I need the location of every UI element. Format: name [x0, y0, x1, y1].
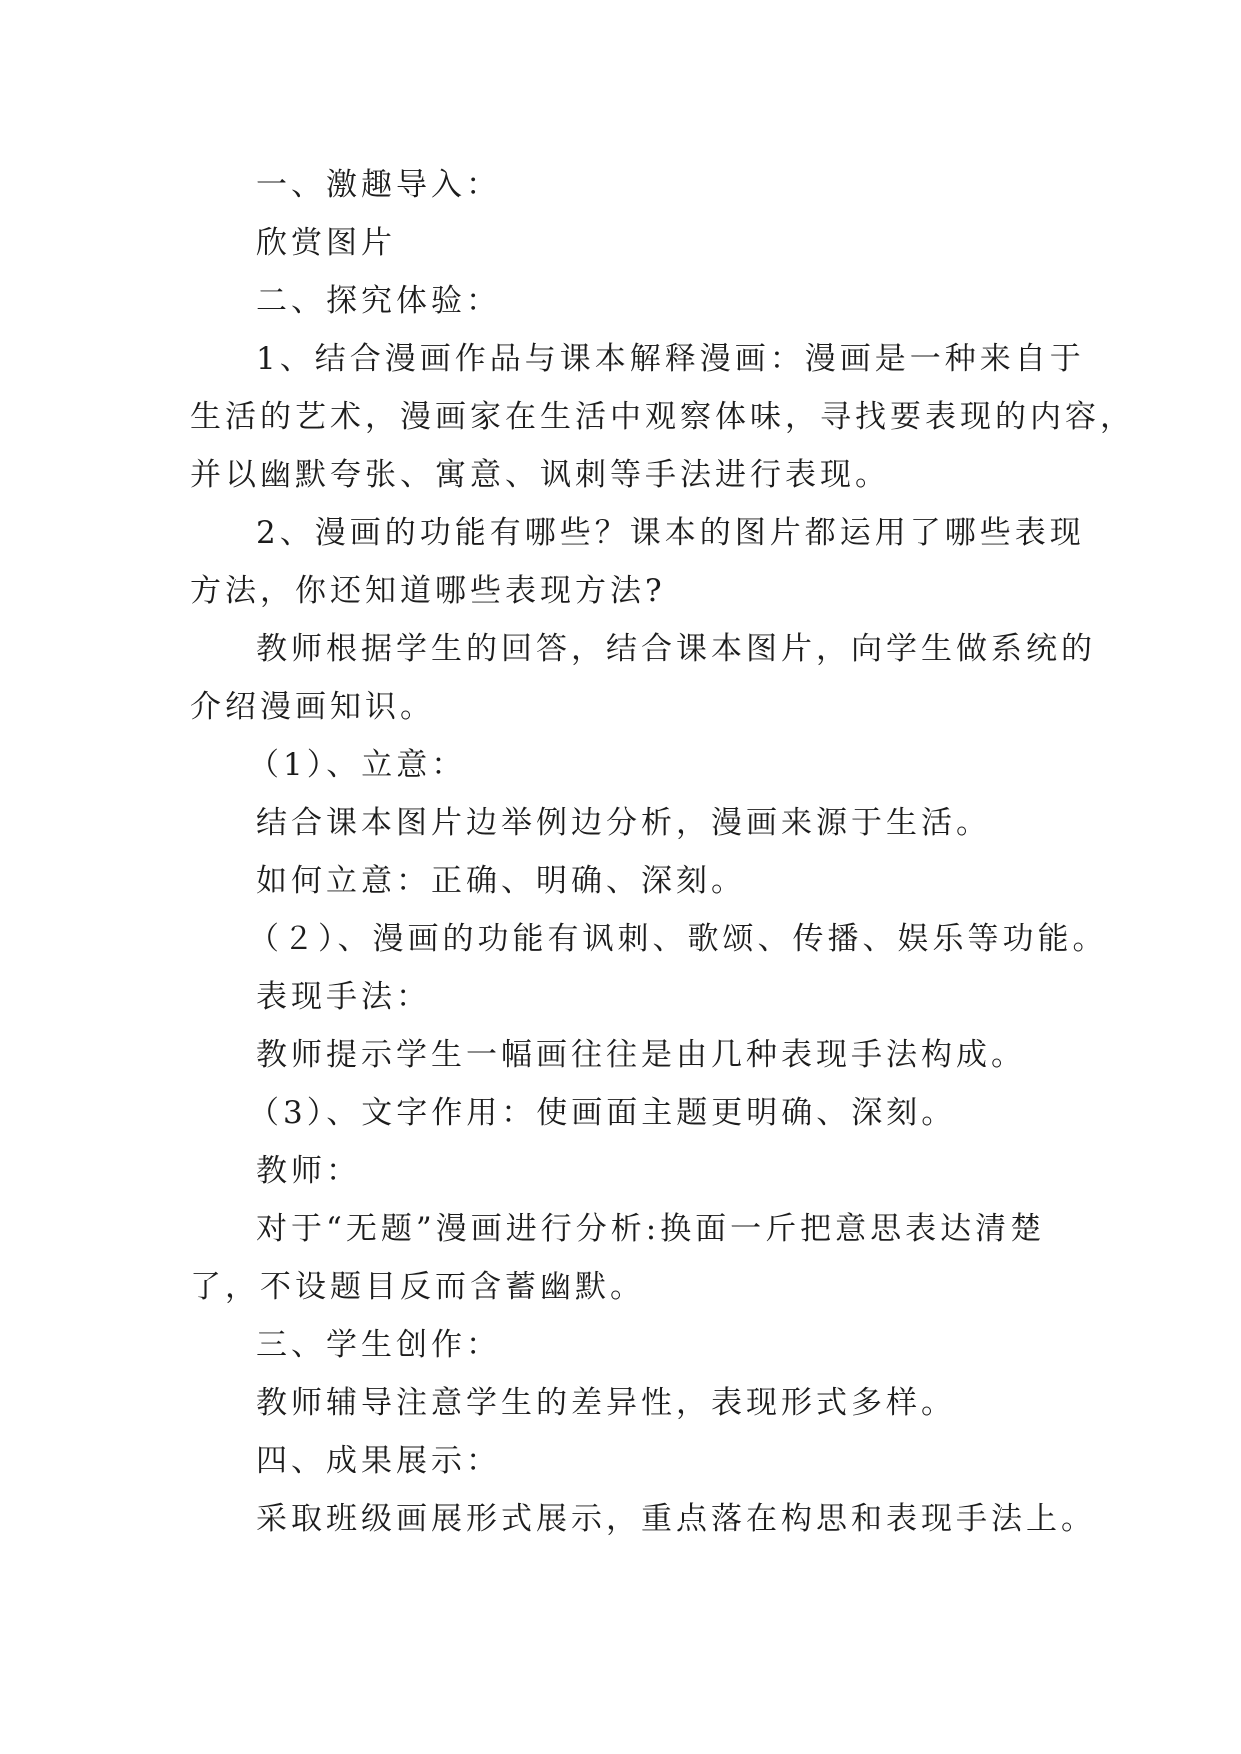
- paragraph-line: 教师提示学生一幅画往往是由几种表现手法构成。: [256, 1037, 1026, 1073]
- paragraph-line: 欣赏图片: [256, 225, 396, 261]
- paragraph-line: 并以幽默夸张、寓意、讽刺等手法进行表现。: [190, 457, 890, 493]
- paragraph-line: 表现手法：: [256, 979, 431, 1015]
- paragraph-line: 1、结合漫画作品与课本解释漫画：漫画是一种来自于: [256, 341, 1085, 377]
- paragraph-line: 方法，你还知道哪些表现方法?: [190, 573, 666, 609]
- section-heading-explore: 二、探究体验：: [256, 283, 501, 319]
- subheading-line: （3）、文字作用：使画面主题更明确、深刻。: [248, 1095, 957, 1131]
- subheading-line: （1）、立意：: [248, 747, 467, 783]
- paragraph-line: 了，不设题目反而含蓄幽默。: [190, 1269, 645, 1305]
- paragraph-line: 结合课本图片边举例边分析，漫画来源于生活。: [256, 805, 991, 841]
- paragraph-line: 生活的艺术，漫画家在生活中观察体味，寻找要表现的内容，: [190, 399, 1135, 435]
- paragraph-line: 2、漫画的功能有哪些？课本的图片都运用了哪些表现: [256, 515, 1085, 551]
- section-heading-create: 三、学生创作：: [256, 1327, 501, 1363]
- paragraph-line: 如何立意：正确、明确、深刻。: [256, 863, 746, 899]
- paragraph-line: 教师根据学生的回答，结合课本图片，向学生做系统的: [256, 631, 1096, 667]
- paragraph-line: 采取班级画展形式展示，重点落在构思和表现手法上。: [256, 1501, 1096, 1537]
- paragraph-line: 介绍漫画知识。: [190, 689, 435, 725]
- paragraph-line: 对于“无题”漫画进行分析:换面一斤把意思表达清楚: [256, 1211, 1046, 1247]
- paragraph-line: 教师辅导注意学生的差异性，表现形式多样。: [256, 1385, 956, 1421]
- section-heading-showcase: 四、成果展示：: [256, 1443, 501, 1479]
- subheading-line: （２）、漫画的功能有讽刺、歌颂、传播、娱乐等功能。: [248, 921, 1108, 957]
- document-body: [190, 156, 1135, 1548]
- section-heading-intro: 一、激趣导入：: [256, 167, 501, 203]
- paragraph-line: 教师：: [256, 1153, 361, 1189]
